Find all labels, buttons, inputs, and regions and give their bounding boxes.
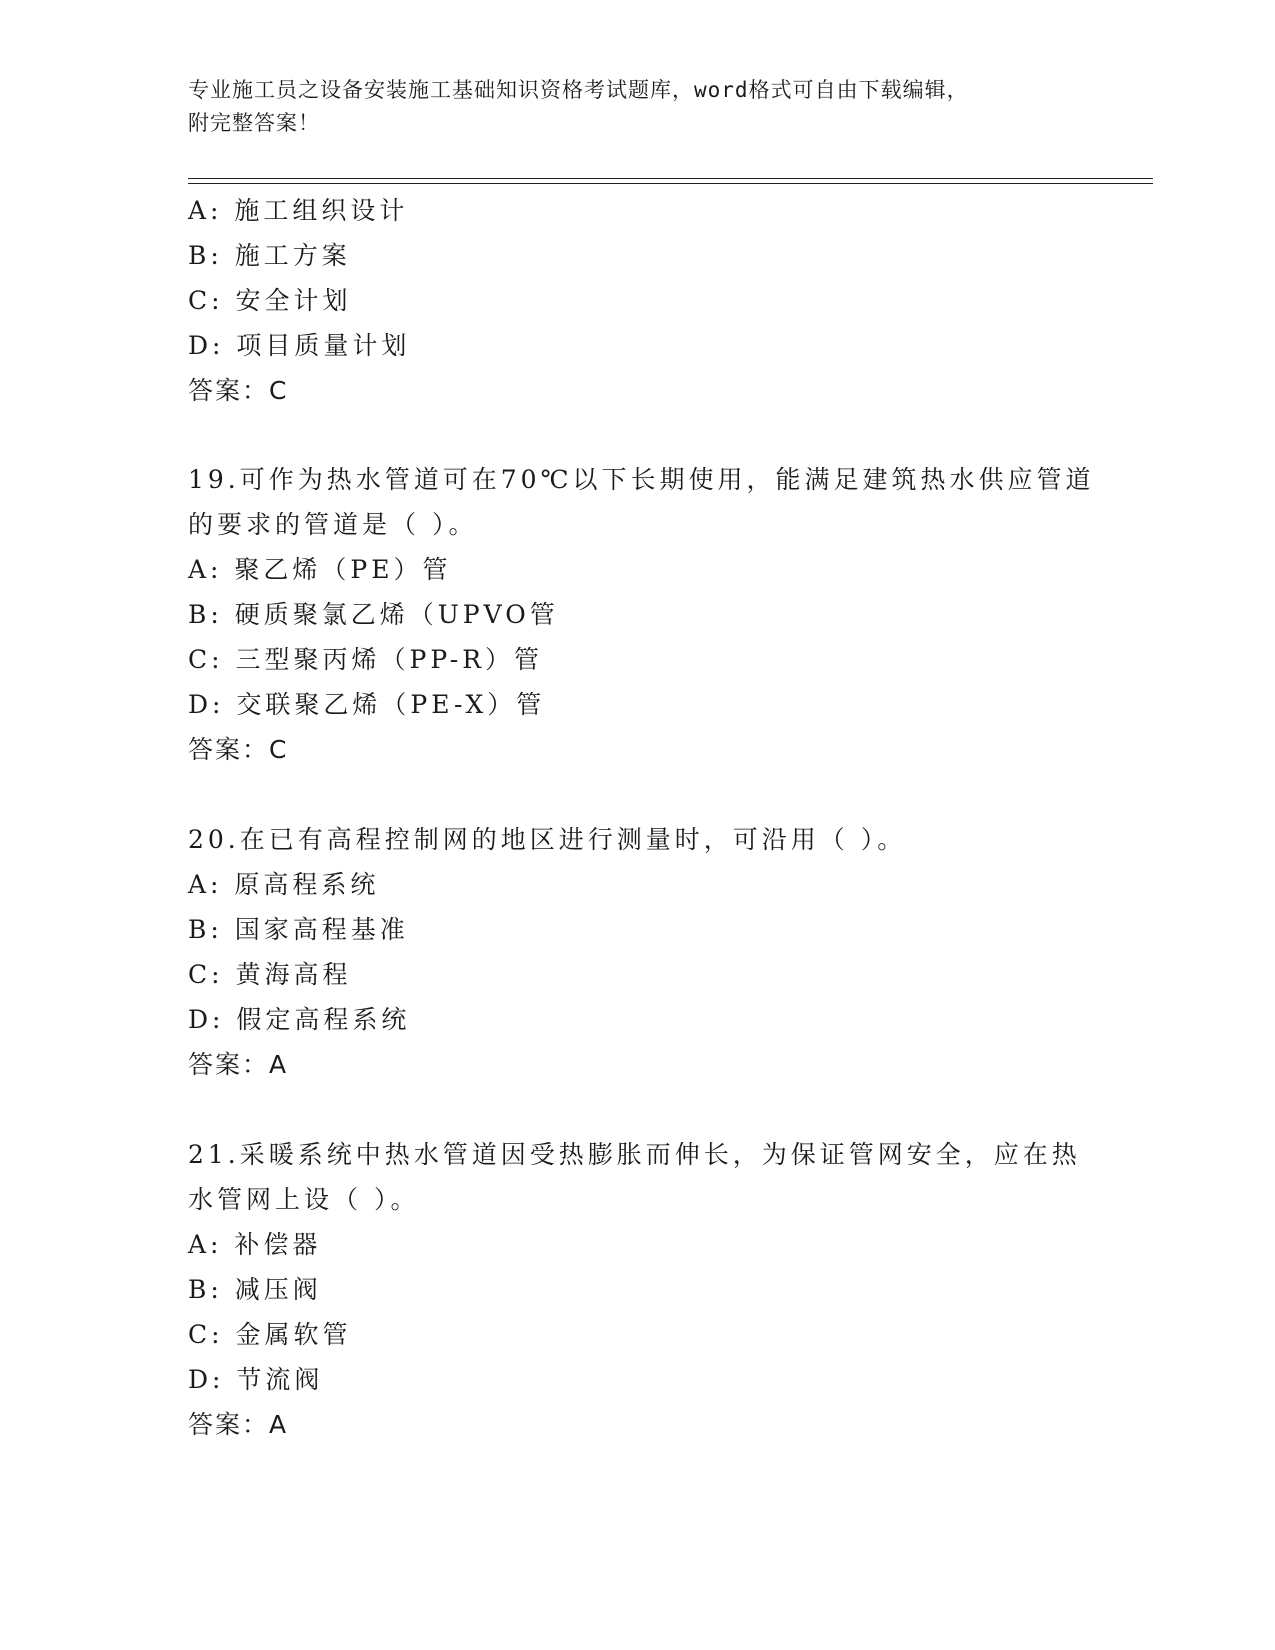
q18-option-d: D: 项目质量计划 (188, 331, 411, 360)
q21-option-a: A: 补偿器 (188, 1230, 322, 1259)
q21-option-d: D: 节流阀 (188, 1365, 324, 1394)
q20-answer: 答案：A (188, 1050, 289, 1079)
q20-option-c: C: 黄海高程 (188, 960, 352, 989)
q19-option-a: A: 聚乙烯（PE）管 (188, 555, 452, 584)
q21-answer: 答案：A (188, 1410, 289, 1439)
q19-option-c: C: 三型聚丙烯（PP-R）管 (188, 645, 544, 674)
q20-option-d: D: 假定高程系统 (188, 1005, 411, 1034)
q21-stem-line-2: 水管网上设（ ）。 (188, 1185, 420, 1214)
header-divider-bottom (188, 183, 1153, 184)
q18-answer: 答案：C (188, 376, 289, 405)
q18-option-a: A: 施工组织设计 (188, 196, 409, 225)
q21-option-c: C: 金属软管 (188, 1320, 352, 1349)
q19-answer: 答案：C (188, 735, 289, 764)
header-line-1: 专业施工员之设备安装施工基础知识资格考试题库，word格式可自由下载编辑， (188, 78, 969, 102)
q20-option-a: A: 原高程系统 (188, 870, 380, 899)
q18-option-c: C: 安全计划 (188, 286, 352, 315)
q21-option-b: B: 减压阀 (188, 1275, 322, 1304)
q19-option-d: D: 交联聚乙烯（PE-X）管 (188, 690, 546, 719)
q20-option-b: B: 国家高程基准 (188, 915, 409, 944)
document-header (188, 74, 1068, 140)
q20-stem-line-1: 20.在已有高程控制网的地区进行测量时，可沿用（ ）。 (188, 825, 907, 854)
q21-stem-line-1: 21.采暖系统中热水管道因受热膨胀而伸长，为保证管网安全，应在热 (188, 1140, 1081, 1169)
q19-stem-line-1: 19.可作为热水管道可在70℃以下长期使用，能满足建筑热水供应管道 (188, 465, 1095, 494)
header-line-2: 附完整答案！ (188, 111, 320, 135)
q18-option-b: B: 施工方案 (188, 241, 351, 270)
q19-option-b: B: 硬质聚氯乙烯（UPVO管 (188, 600, 559, 629)
q19-stem-line-2: 的要求的管道是（ ）。 (188, 510, 478, 539)
header-divider-top (188, 178, 1153, 179)
